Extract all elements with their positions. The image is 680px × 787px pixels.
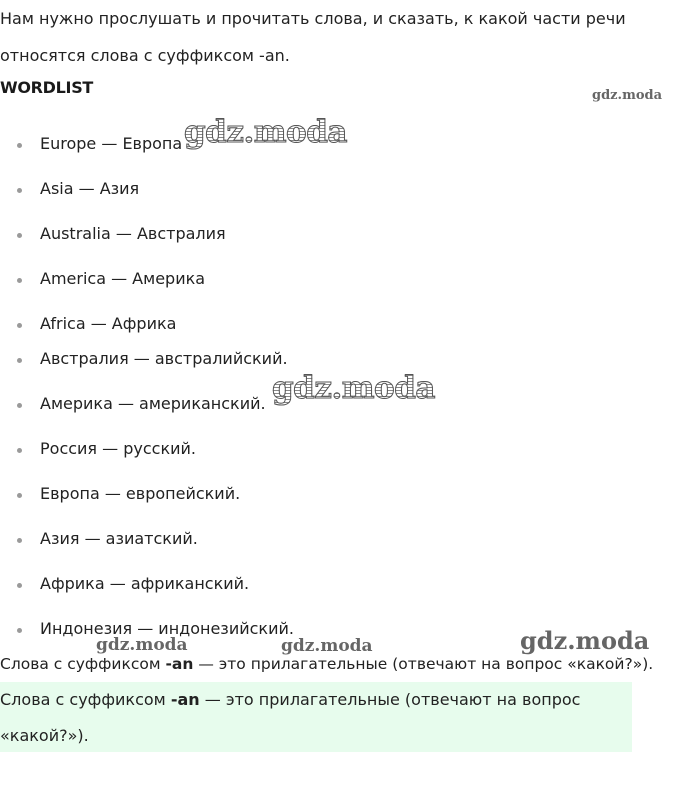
wordlist-heading: WORDLIST <box>0 78 94 97</box>
bullet-icon <box>17 628 22 633</box>
list-item: Европа — европейский. <box>40 484 241 503</box>
bullet-icon <box>17 448 22 453</box>
bullet-icon <box>17 493 22 498</box>
list-item: Америка — американский. <box>40 394 266 413</box>
list-item: Asia — Азия <box>40 179 140 198</box>
bullet-icon <box>17 403 22 408</box>
watermark: gdz.moda <box>272 370 435 406</box>
watermark: gdz.moda <box>520 626 650 655</box>
list-item: Africa — Африка <box>40 314 177 333</box>
list-item: America — Америка <box>40 269 206 288</box>
bullet-icon <box>17 188 22 193</box>
list-item: Африка — африканский. <box>40 574 250 593</box>
watermark: gdz.moda <box>281 636 373 656</box>
bullet-icon <box>17 583 22 588</box>
list-item: Азия — азиатский. <box>40 529 198 548</box>
bullet-icon <box>17 233 22 238</box>
bullet-icon <box>17 358 22 363</box>
watermark: gdz.moda <box>592 88 663 103</box>
answer-text: Слова с суффиксом -an — это прилагательные (отвечают на вопрос «какой?»). <box>0 655 654 673</box>
bullet-icon <box>17 143 22 148</box>
bullet-icon <box>17 538 22 543</box>
bullet-icon <box>17 278 22 283</box>
list-item: Europe — Европа <box>40 134 183 153</box>
list-item: Australia — Австралия <box>40 224 226 243</box>
watermark: gdz.moda <box>96 635 188 655</box>
watermark: gdz.moda <box>184 114 347 150</box>
intro-text: Нам нужно прослушать и прочитать слова, и сказать, к какой части речи относятся слова с суффиксом -an. <box>0 9 626 65</box>
highlighted-answer: Слова с суффиксом -an — это прилагательные (отвечают на вопрос «какой?»). <box>0 682 632 752</box>
bullet-icon <box>17 323 22 328</box>
list-item: Россия — русский. <box>40 439 196 458</box>
list-item: Индонезия — индонезийский. <box>40 619 294 638</box>
list-item: Австралия — австралийский. <box>40 349 288 368</box>
